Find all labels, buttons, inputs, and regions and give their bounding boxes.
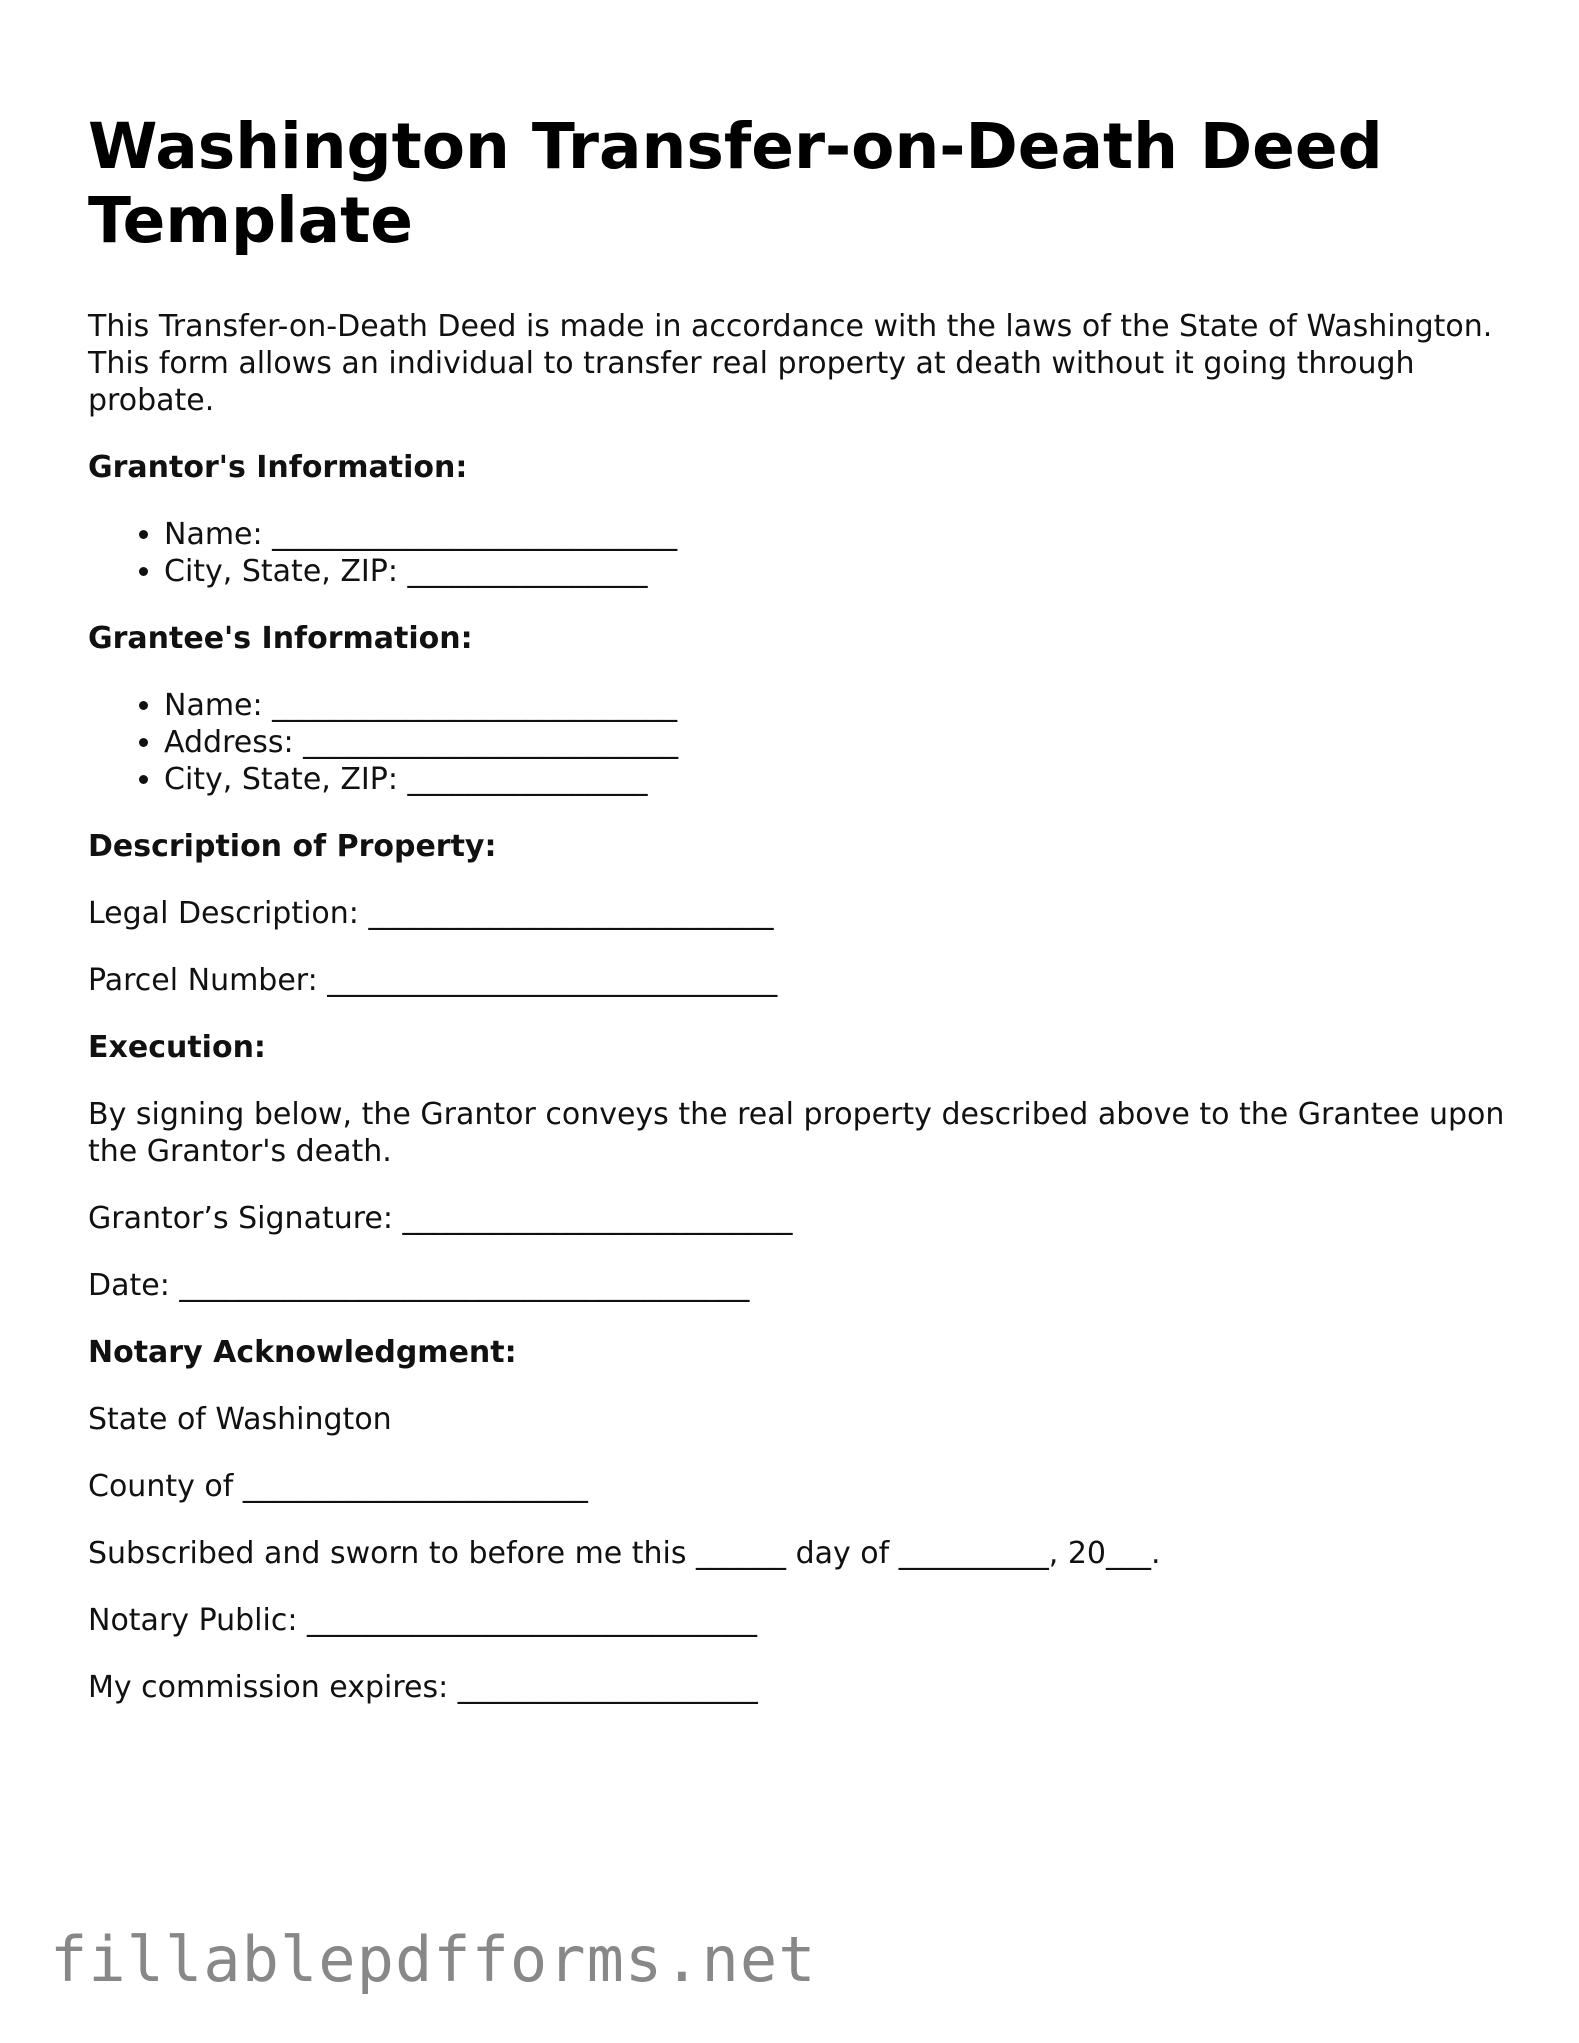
page-title: Washington Transfer-on-Death Deed Template: [88, 110, 1383, 257]
parcel-number-field[interactable]: Parcel Number: ______________________________: [88, 963, 778, 998]
grantor-signature-field[interactable]: Grantor’s Signature: __________________________: [88, 1201, 793, 1236]
grantor-name-field[interactable]: • Name: ___________________________: [164, 516, 1508, 553]
notary-sworn-field[interactable]: Subscribed and sworn to before me this ______ day of __________, 20___.: [88, 1536, 1161, 1571]
date-field[interactable]: Date: ______________________________________: [88, 1268, 750, 1303]
grantee-name-field[interactable]: • Name: ___________________________: [164, 687, 1508, 724]
grantor-heading: Grantor's Information:: [88, 450, 468, 485]
execution-text: By signing below, the Grantor conveys the real property described above to the Grantee upon the Grantor's death.: [88, 1097, 1505, 1169]
watermark: fillablepdfforms.net: [50, 1923, 817, 1996]
intro-paragraph: This Transfer-on-Death Deed is made in accordance with the laws of the State of Washington. This form allows an individual to transfer real property at death without it going through probate.: [88, 309, 1493, 418]
legal-description-field[interactable]: Legal Description: ___________________________: [88, 896, 774, 931]
commission-expires-field[interactable]: My commission expires: ____________________: [88, 1670, 758, 1705]
notary-state: State of Washington: [88, 1402, 392, 1437]
grantee-list: [88, 687, 1508, 798]
grantee-address-field[interactable]: • Address: _________________________: [164, 724, 1508, 761]
grantor-city-state-zip-field[interactable]: • City, State, ZIP: ________________: [164, 553, 1508, 590]
grantee-city-state-zip-field[interactable]: • City, State, ZIP: ________________: [164, 761, 1508, 798]
execution-heading: Execution:: [88, 1030, 266, 1065]
notary-heading: Notary Acknowledgment:: [88, 1335, 517, 1370]
grantee-heading: Grantee's Information:: [88, 621, 473, 656]
grantor-list: [88, 516, 1508, 590]
property-heading: Description of Property:: [88, 829, 497, 864]
deed-document: [88, 110, 1508, 1736]
notary-public-field[interactable]: Notary Public: ______________________________: [88, 1603, 757, 1638]
notary-county-field[interactable]: County of _______________________: [88, 1469, 588, 1504]
